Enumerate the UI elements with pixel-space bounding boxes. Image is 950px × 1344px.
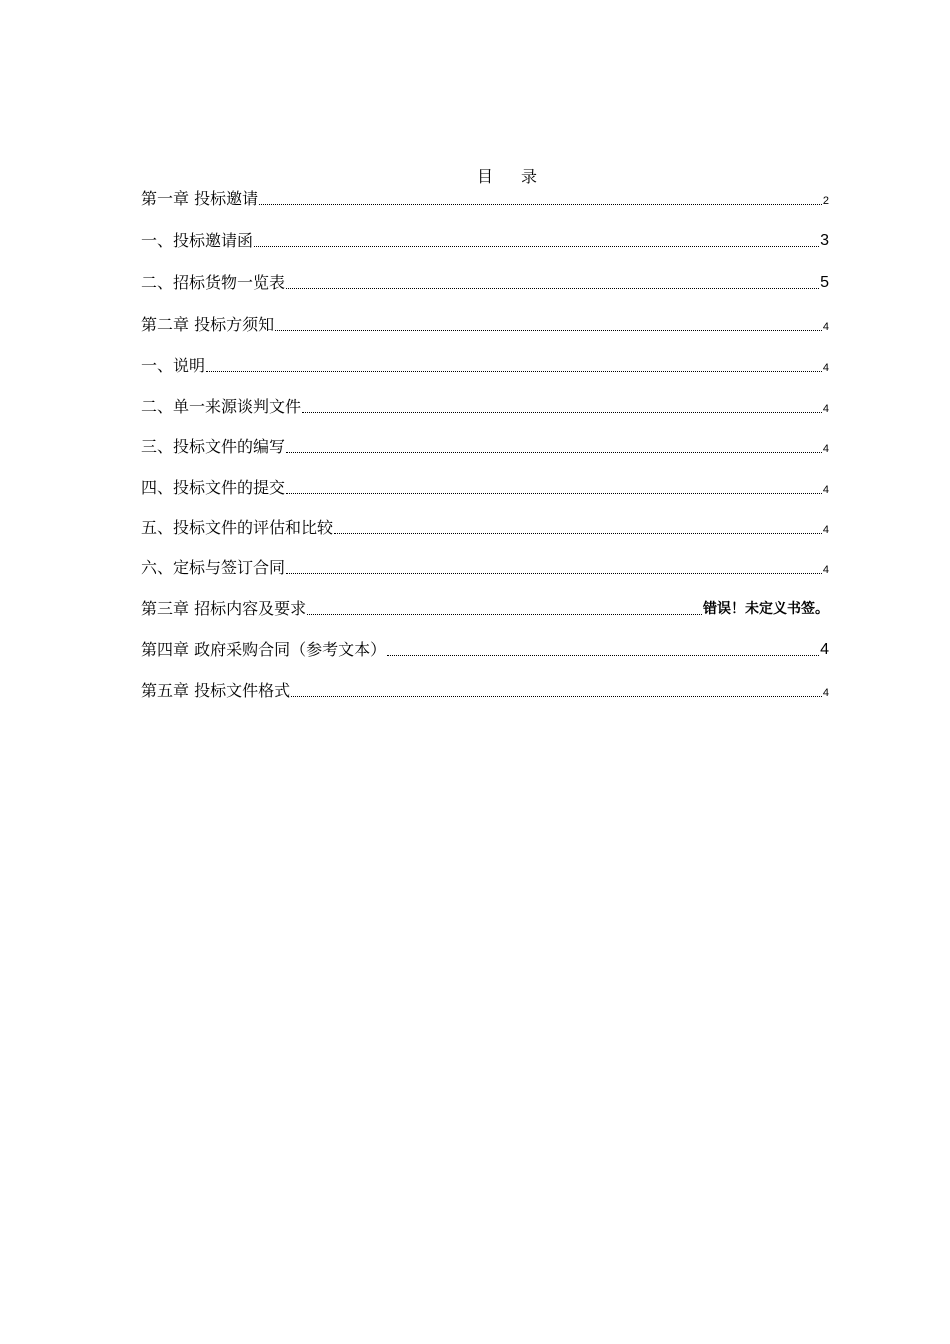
toc-entry-page: 4 (822, 362, 829, 374)
toc-entry-error: 错误！未定义书签。 (703, 601, 829, 617)
toc-entry-label: 五、投标文件的评估和比较 (141, 518, 334, 537)
toc-entry-label: 四、投标文件的提交 (141, 478, 286, 497)
dot-leader (307, 614, 702, 615)
toc-entry-label: 六、定标与签订合同 (141, 558, 286, 577)
dot-leader (302, 412, 822, 413)
dot-leader (275, 330, 822, 331)
toc-entry-page: 4 (822, 484, 829, 496)
toc-entry-page: 4 (822, 687, 829, 699)
toc-title-char: 目 (476, 167, 495, 186)
toc-entry-page: 4 (822, 403, 829, 415)
toc-entry-label: 第一章 投标邀请 (141, 189, 259, 208)
dot-leader (286, 493, 822, 494)
dot-leader (286, 288, 819, 289)
dot-leader (206, 371, 822, 372)
toc-entry[interactable] (141, 595, 829, 619)
toc-entry-page: 4 (822, 524, 829, 536)
toc-entry-page: 3 (820, 232, 829, 249)
toc-entry[interactable] (141, 474, 829, 498)
toc-entry-label: 二、单一来源谈判文件 (141, 397, 302, 416)
toc-entry-page: 5 (820, 274, 829, 291)
toc-entry[interactable] (141, 227, 829, 251)
toc-entry[interactable] (141, 514, 829, 538)
toc-title-char: 录 (521, 167, 540, 186)
toc-entry[interactable] (141, 554, 829, 578)
toc-entry[interactable] (141, 393, 829, 417)
dot-leader (387, 655, 819, 656)
toc-entry-page: 4 (820, 641, 829, 658)
toc-entry[interactable] (141, 677, 829, 701)
toc-entry-label: 第四章 政府采购合同（参考文本） (141, 640, 387, 659)
toc-entry[interactable] (141, 352, 829, 376)
toc-entry-page: 4 (822, 443, 829, 455)
toc-entry-label: 第五章 投标文件格式 (141, 681, 291, 700)
dot-leader (286, 452, 822, 453)
toc-title (0, 164, 950, 187)
toc-entry-label: 一、投标邀请函 (141, 231, 254, 250)
toc-entry-label: 第二章 投标方须知 (141, 315, 275, 334)
toc-entry-label: 三、投标文件的编写 (141, 437, 286, 456)
toc-entry-label: 二、招标货物一览表 (141, 273, 286, 292)
toc-entry[interactable] (141, 269, 829, 293)
toc-entry-page: 4 (822, 321, 829, 333)
toc-entry[interactable] (141, 311, 829, 335)
dot-leader (254, 246, 819, 247)
toc-entry-label: 一、说明 (141, 356, 206, 375)
dot-leader (291, 696, 822, 697)
toc-entry[interactable] (141, 636, 829, 660)
dot-leader (334, 533, 822, 534)
toc-entry-page: 2 (822, 195, 829, 207)
toc-entry-page: 4 (822, 564, 829, 576)
toc-entry[interactable] (141, 433, 829, 457)
toc-entry[interactable] (141, 185, 829, 209)
toc-entry-label: 第三章 招标内容及要求 (141, 599, 307, 618)
dot-leader (286, 573, 822, 574)
dot-leader (259, 204, 822, 205)
